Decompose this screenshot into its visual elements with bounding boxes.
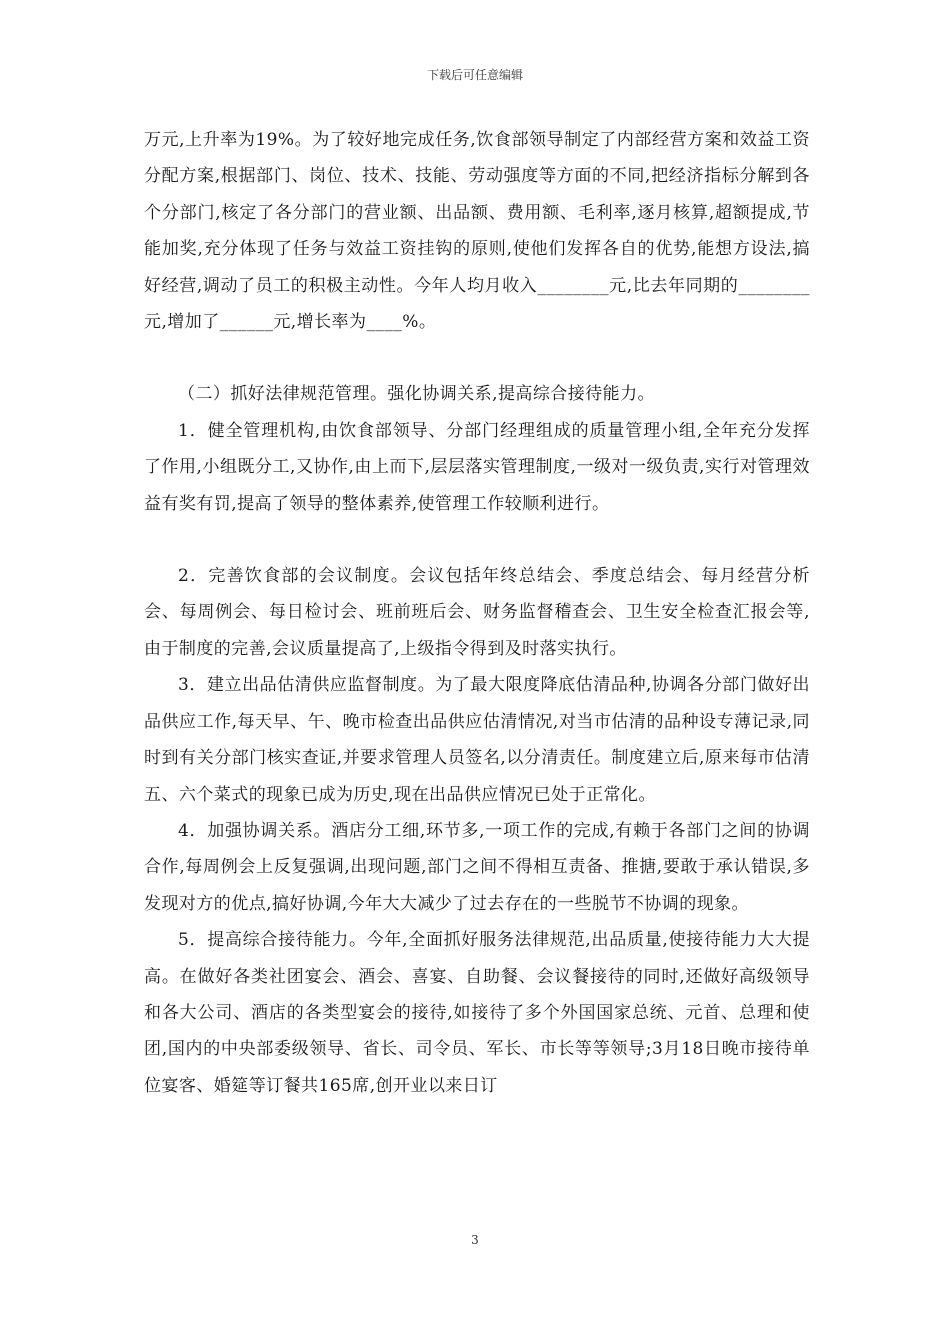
paragraph-reception-capacity: 5．提高综合接待能力。今年,全面抓好服务法律规范,出品质量,使接待能力大大提高。在做好各类社团宴会、酒会、喜宴、自助餐、会议餐接待的同时,还做好高级领导和各大公司、酒店的各类型宴会的接待,如接待了多个外国国家总统、元首、总理和使团,国内的中央部委级领导、省长、司令员、军长、市长等等领导;3月18日晚市接待单位宴客、婚筵等订餐共165席,创开业以来日订 — [144, 930, 810, 1096]
document-body — [144, 122, 810, 1104]
paragraph-meeting-system: 2．完善饮食部的会议制度。会议包括年终总结会、季度总结会、每月经营分析会、每周例会、每日检讨会、班前班后会、财务监督稽查会、卫生安全检查汇报会等,由于制度的完善,会议质量提高了,上级指令得到及时落实执行。 — [144, 566, 810, 659]
paragraph-management-structure: 1．健全管理机构,由饮食部领导、分部门经理组成的质量管理小组,全年充分发挥了作用,小组既分工,又协作,由上而下,层层落实管理制度,一级对一级负责,实行对管理效益有奖有罚,提高了领导的整体素养,使管理工作较顺利进行。 — [144, 420, 810, 514]
paragraph-supply-supervision: 3．建立出品估清供应监督制度。为了最大限度降底估清品种,协调各分部门做好出品供应工作,每天早、午、晚市检查出品供应估清情况,对当市估清的品种设专薄记录,同时到有关分部门核实查证,并要求管理人员签名,以分清责任。制度建立后,原来每市估清五、六个菜式的现象已成为历史,现在出品供应情况已处于正常化。 — [144, 675, 810, 805]
paragraph-income-summary: 万元,上升率为19%。为了较好地完成任务,饮食部领导制定了内部经营方案和效益工资分配方案,根据部门、岗位、技术、技能、劳动强度等方面的不同,把经济指标分解到各个分部门,核定了各分部门的营业额、出品额、费用额、毛利率,逐月核算,超额提成,节能加奖,充分体现了任务与效益工资挂钩的原则,使他们发挥各自的优势,能想方设法,搞好经营,调动了员工的积极主动性。今年人均月收入________元,比去年同期的________元,增加了______元,增长率为____%。 — [144, 130, 810, 333]
page-header: 下载后可任意编辑 — [426, 68, 523, 82]
page-number: 3 — [471, 1233, 479, 1247]
section-heading-legal-management: （二）抓好法律规范管理。强化协调关系,提高综合接待能力。 — [178, 384, 656, 405]
paragraph-coordination: 4．加强协调关系。酒店分工细,环节多,一项工作的完成,有赖于各部门之间的协调合作,每周例会上反复强调,出现问题,部门之间不得相互责备、推搪,要敢于承认错误,多发现对方的优点,搞好协调,今年大大减少了过去存在的一些脱节不协调的现象。 — [144, 820, 810, 914]
